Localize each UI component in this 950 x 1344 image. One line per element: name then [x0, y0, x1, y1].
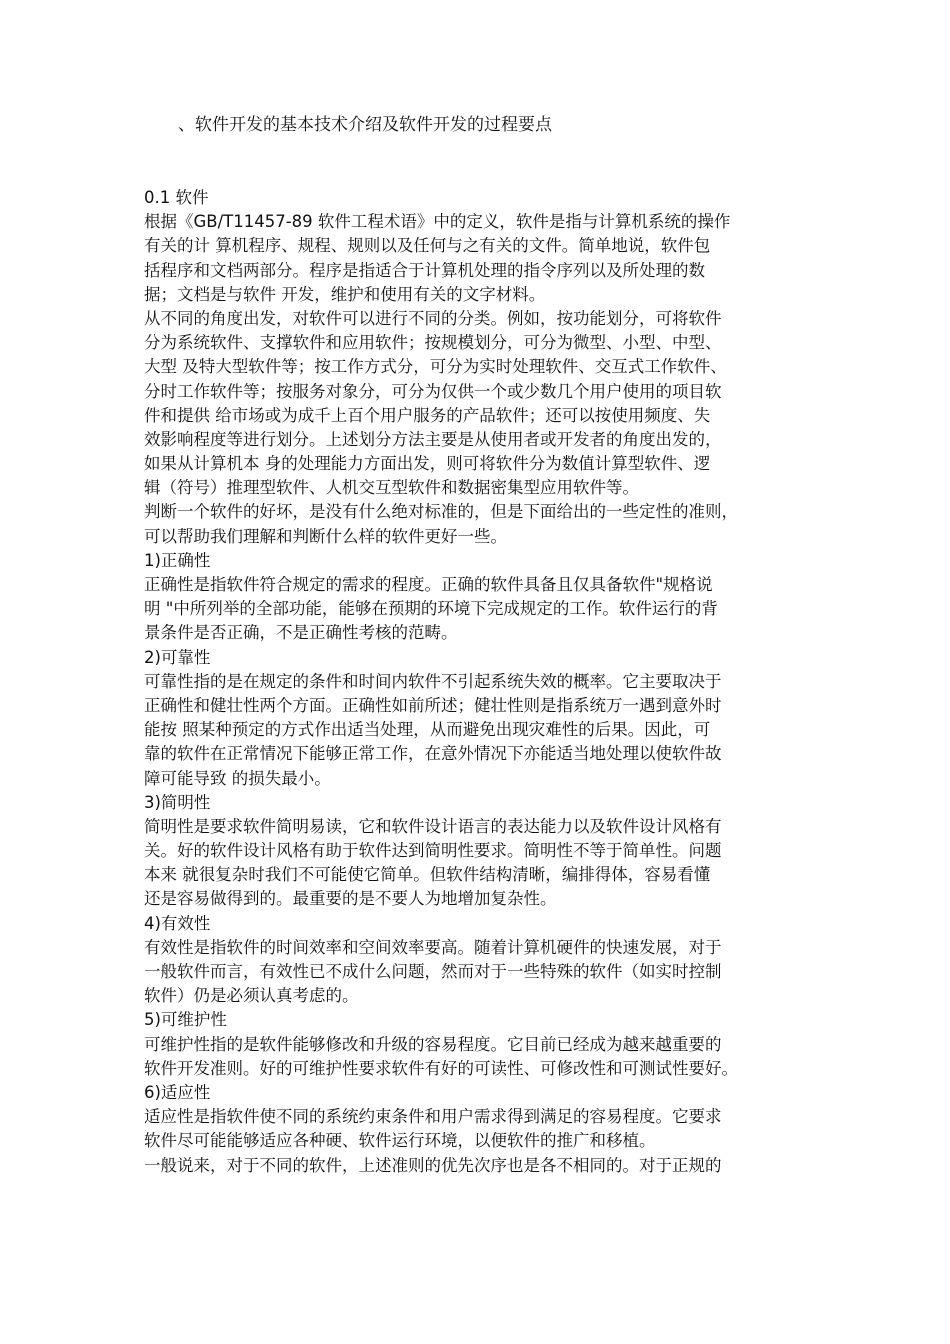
- document-title: 、软件开发的基本技术介绍及软件开发的过程要点: [178, 115, 552, 135]
- paragraph-line: 从不同的角度出发，对软件可以进行不同的分类。例如，按功能划分，可将软件: [144, 308, 722, 328]
- paragraph-line: 障可能导致 的损失最小。: [144, 768, 331, 788]
- paragraph-line: 辑（符号）推理型软件、人机交互型软件和数据密集型应用软件等。: [144, 478, 639, 498]
- paragraph-line: 有关的计 算机程序、规程、规则以及任何与之有关的文件。简单地说，软件包: [144, 236, 711, 256]
- paragraph-line: 可维护性指的是软件能够修改和升级的容易程度。它目前已经成为越来越重要的: [144, 1034, 722, 1054]
- paragraph-line: 本来 就很复杂时我们不可能使它简单。但软件结构清晰，编排得体，容易看懂: [144, 865, 711, 885]
- paragraph-line: 分为系统软件、支撑软件和应用软件；按规模划分，可分为微型、小型、中型、: [144, 333, 722, 353]
- paragraph-line: 明 "中所列举的全部功能，能够在预期的环境下完成规定的工作。软件运行的背: [144, 599, 718, 619]
- paragraph-line: 适应性是指软件使不同的系统约束条件和用户需求得到满足的容易程度。它要求: [144, 1107, 722, 1127]
- paragraph-line: 件和提供 给市场或为成千上百个用户服务的产品软件；还可以按使用频度、失: [144, 405, 711, 425]
- paragraph-line: 软件尽可能能够适应各种硬、软件运行环境，以便软件的推广和移植。: [144, 1131, 656, 1151]
- paragraph-line: 根据《GB/T11457-89 软件工程术语》中的定义，软件是指与计算机系统的操作: [144, 212, 731, 232]
- criterion-heading: 4)有效性: [144, 913, 211, 933]
- criterion-heading: 1)正确性: [144, 550, 211, 570]
- paragraph-line: 还是容易做得到的。最重要的是不要人为地增加复杂性。: [144, 889, 557, 909]
- criterion-heading: 3)简明性: [144, 792, 211, 812]
- paragraph-line: 判断一个软件的好坏，是没有什么绝对标准的，但是下面给出的一些定性的准则，: [144, 502, 738, 522]
- criterion-heading: 6)适应性: [144, 1082, 211, 1102]
- criterion-heading: 2)可靠性: [144, 647, 211, 667]
- paragraph-line: 据；文档是与软件 开发，维护和使用有关的文字材料。: [144, 284, 546, 304]
- paragraph-line: 能按 照某种预定的方式作出适当处理，从而避免出现灾难性的后果。因此，可: [144, 720, 711, 740]
- paragraph-line: 正确性是指软件符合规定的需求的程度。正确的软件具备且仅具备软件"规格说: [144, 575, 713, 594]
- paragraph-line: 简明性是要求软件简明易读，它和软件设计语言的表达能力以及软件设计风格有: [144, 816, 722, 836]
- paragraph-line: 效影响程度等进行划分。上述划分方法主要是从使用者或开发者的角度出发的，: [144, 429, 722, 449]
- paragraph-line: 可以帮助我们理解和判断什么样的软件更好一些。: [144, 526, 507, 546]
- paragraph-line: 分时工作软件等；按服务对象分，可分为仅供一个或少数几个用户使用的项目软: [144, 381, 722, 401]
- paragraph-line: 如果从计算机本 身的处理能力方面出发，则可将软件分为数值计算型软件、逻: [144, 454, 711, 474]
- paragraph-line: 正确性和健壮性两个方面。正确性如前所述；健壮性则是指系统万一遇到意外时: [144, 695, 722, 715]
- paragraph-line: 关。好的软件设计风格有助于软件达到简明性要求。简明性不等于简单性。问题: [144, 841, 722, 861]
- paragraph-line: 软件）仍是必须认真考虑的。: [144, 986, 359, 1006]
- paragraph-line: 靠的软件在正常情况下能够正常工作，在意外情况下亦能适当地处理以使软件故: [144, 744, 722, 764]
- paragraph-line: 可靠性指的是在规定的条件和时间内软件不引起系统失效的概率。它主要取决于: [144, 671, 722, 691]
- paragraph-line: 大型 及特大型软件等；按工作方式分，可分为实时处理软件、交互式工作软件、: [144, 357, 727, 377]
- paragraph-line: 一般软件而言，有效性已不成什么问题，然而对于一些特殊的软件（如实时控制: [144, 962, 722, 981]
- paragraph-line: 有效性是指软件的时间效率和空间效率要高。随着计算机硬件的快速发展，对于: [144, 937, 722, 957]
- paragraph-line: 一般说来，对于不同的软件，上述准则的优先次序也是各不相同的。对于正规的: [144, 1155, 722, 1175]
- paragraph-line: 软件开发准则。好的可维护性要求软件有好的可读性、可修改性和可测试性要好。: [144, 1058, 738, 1078]
- criterion-heading: 5)可维护性: [144, 1010, 227, 1030]
- paragraph-line: 括程序和文档两部分。程序是指适合于计算机处理的指令序列以及所处理的数: [144, 260, 705, 280]
- section-heading: 0.1 软件: [144, 188, 209, 207]
- document-body: [144, 186, 814, 1178]
- paragraph-line: 景条件是否正确，不是正确性考核的范畴。: [144, 623, 458, 643]
